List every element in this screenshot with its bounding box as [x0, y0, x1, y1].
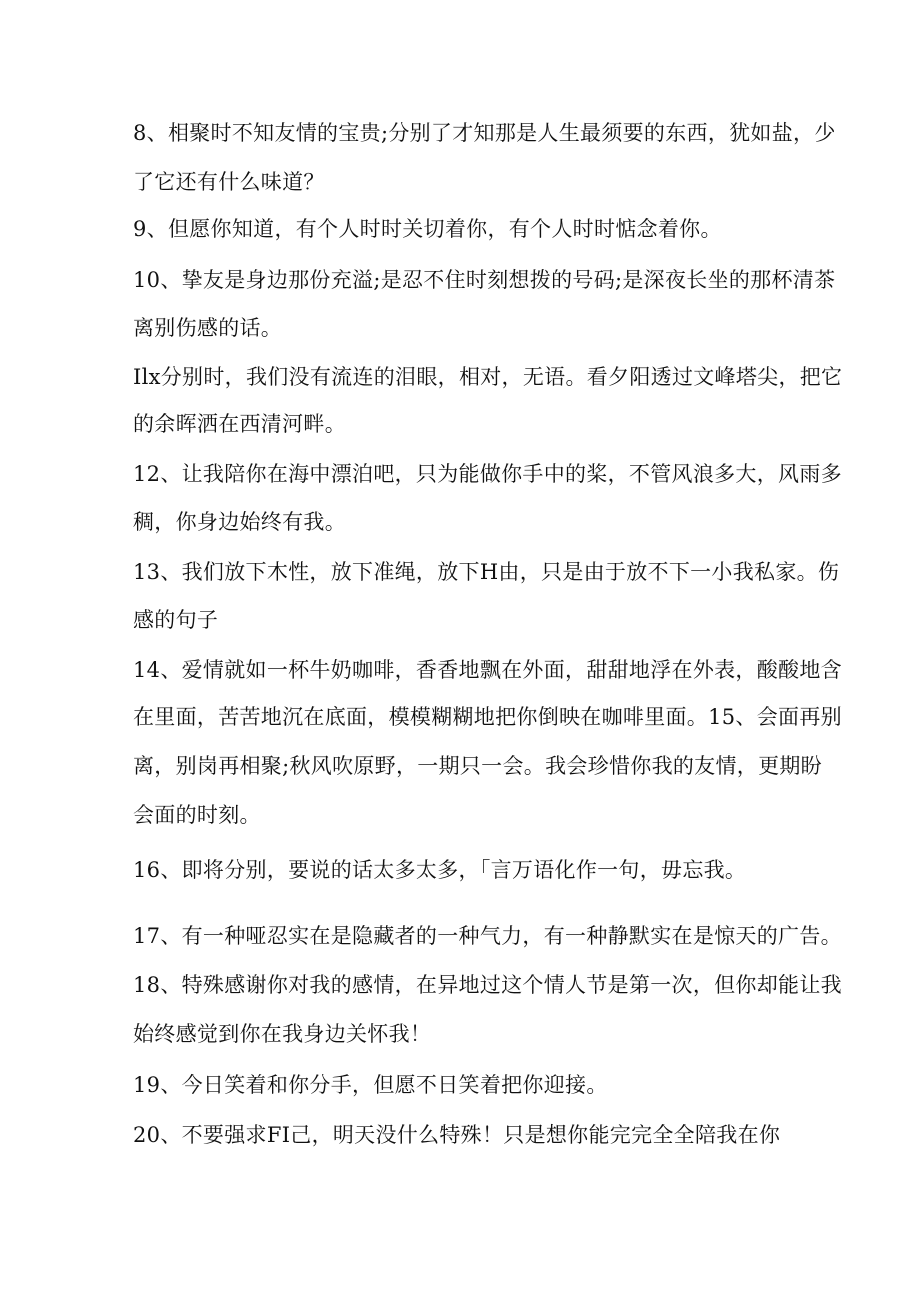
text-line: 10、挚友是身边那份充溢;是忍不住时刻想拨的号码;是深夜长坐的那杯清茶 — [133, 268, 836, 292]
text-line: 19、今日笑着和你分手，但愿不日笑着把你迎接。 — [133, 1073, 608, 1097]
text-line: 稠，你身边始终有我。 — [133, 510, 346, 534]
text-line: 17、有一种哑忍实在是隐藏者的一种气力，有一种静默实在是惊天的广告。 — [133, 924, 842, 948]
text-line: 20、不要强求FI己，明天没什么特殊！只是想你能完完全全陪我在你 — [133, 1123, 781, 1147]
text-line: 在里面，苦苦地沉在底面，模模糊糊地把你倒映在咖啡里面。15、会面再别 — [133, 705, 842, 729]
text-line: 了它还有什么味道？ — [133, 170, 325, 194]
text-line: 9、但愿你知道，有个人时时关切着你，有个人时时惦念着你。 — [133, 217, 722, 241]
text-line: 12、让我陪你在海中漂泊吧，只为能做你手中的桨，不管风浪多大，风雨多 — [133, 462, 842, 486]
text-line: 离别伤感的话。 — [133, 316, 283, 340]
text-line: 8、相聚时不知友情的宝贵;分别了才知那是人生最须要的东西，犹如盐，少 — [133, 121, 836, 145]
text-line: 会面的时刻。 — [133, 803, 261, 827]
text-line: 18、特殊感谢你对我的感情，在异地过这个情人节是第一次，但你却能让我 — [133, 973, 842, 997]
text-line: 的余晖洒在西清河畔。 — [133, 412, 346, 436]
text-line: 始终感觉到你在我身边关怀我！ — [133, 1022, 432, 1046]
text-line: 13、我们放下木性，放下准绳，放下H由，只是由于放不下一小我私家。伤 — [133, 560, 840, 584]
text-line: 14、爱情就如一杯牛奶咖啡，香香地飘在外面，甜甜地浮在外表，酸酸地含 — [133, 658, 842, 682]
text-line: 感的句子 — [133, 608, 219, 632]
text-line: Ilx分别时，我们没有流连的泪眼，相对，无语。看夕阳透过文峰塔尖，把它 — [133, 365, 843, 389]
text-line: 16、即将分别，要说的话太多太多，「言万语化作一句，毋忘我。 — [133, 858, 747, 882]
text-line: 离，别岗再相聚;秋风吹原野，一期只一会。我会珍惜你我的友情，更期盼 — [133, 754, 822, 778]
